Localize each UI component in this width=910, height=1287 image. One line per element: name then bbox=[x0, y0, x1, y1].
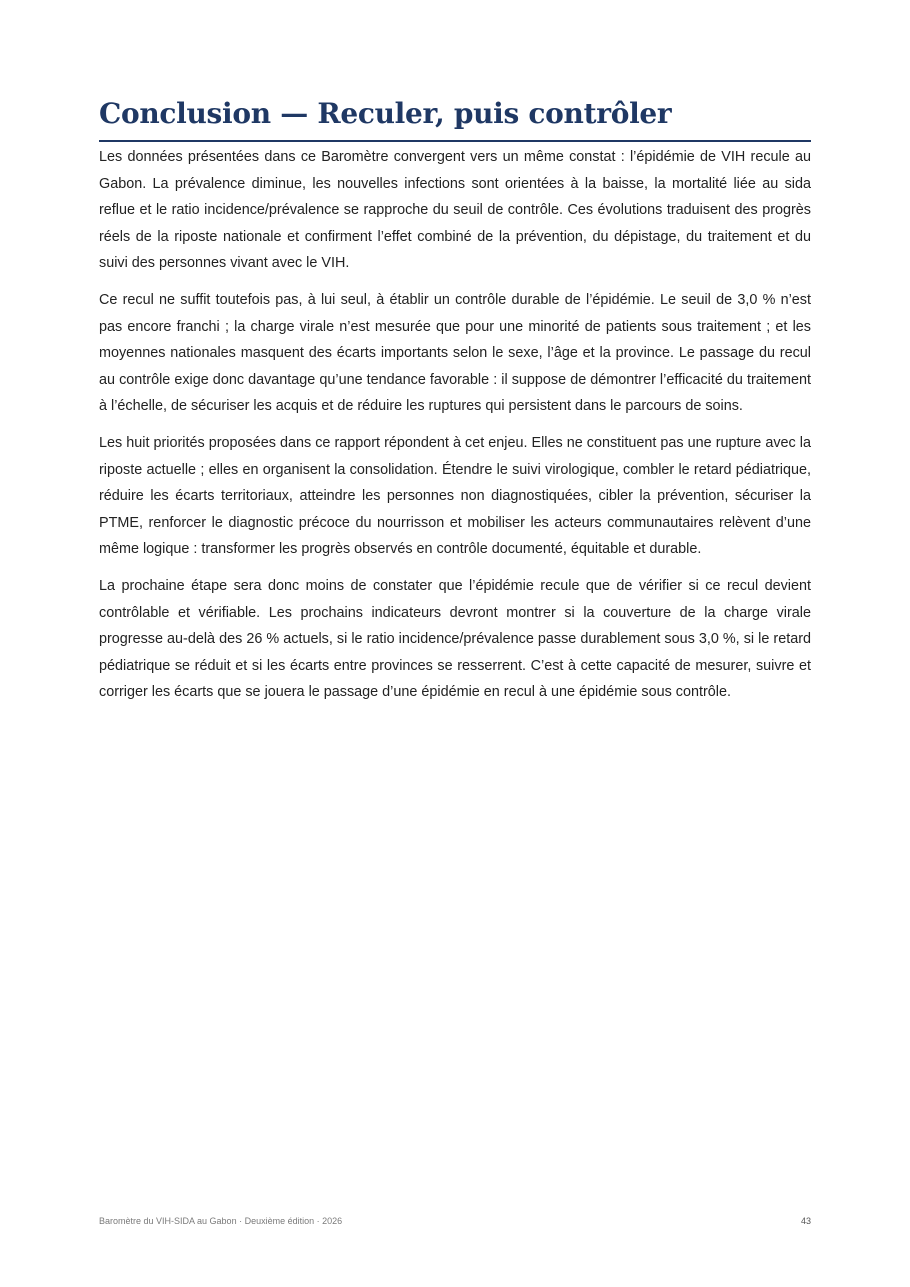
page-number: 43 bbox=[800, 1216, 811, 1226]
page-footer bbox=[99, 1216, 811, 1226]
body-text bbox=[99, 144, 811, 716]
paragraph-4: La prochaine étape sera donc moins de constater que l’épidémie recule que de vérifier si ce recul devient contrôlable et vérifiable. Les prochains indicateurs devront montrer si la couverture de la charge virale progresse au-delà des 26 % actuels, si le ratio incidence/prévalence passe durablement sous 3,0 %, si le retard pédiatrique se réduit et si les écarts entre provinces se resserrent. C’est à cette capacité de mesurer, suivre et corriger les écarts que se jouera le passage d’une épidémie en recul à une épidémie sous contrôle. bbox=[99, 577, 811, 701]
paragraph-1: Les données présentées dans ce Baromètre convergent vers un même constat : l’épidémie de VIH recule au Gabon. La prévalence diminue, les nouvelles infections sont orientées à la baisse, la mortalité liée au sida reflue et le ratio incidence/prévalence se rapproche du seuil de contrôle. Ces évolutions traduisent des progrès réels de la riposte nationale et confirment l’effet combiné de la prévention, du dépistage, du traitement et du suivi des personnes vivant avec le VIH. bbox=[99, 149, 811, 272]
footer-text: Baromètre du VIH-SIDA au Gabon · Deuxième édition · 2026 bbox=[99, 1216, 343, 1226]
paragraph-3: Les huit priorités proposées dans ce rapport répondent à cet enjeu. Elles ne constituent pas une rupture avec la riposte actuelle ; elles en organisent la consolidation. Étendre le suivi virologique, combler le retard pédiatrique, réduire les écarts territoriaux, atteindre les personnes non diagnostiquées, cibler la prévention, sécuriser la PTME, renforcer le diagnostic précoce du nourrisson et mobiliser les acteurs communautaires relèvent d’une même logique : transformer les progrès observés en contrôle documenté, équitable et durable. bbox=[99, 434, 811, 558]
page-title: Conclusion — Reculer, puis contrôler bbox=[99, 92, 811, 142]
paragraph-2: Ce recul ne suffit toutefois pas, à lui seul, à établir un contrôle durable de l’épidémie. Le seuil de 3,0 % n’est pas encore franchi ; la charge virale n’est mesurée que pour une minorité de patients sous traitement ; et les moyennes nationales masquent des écarts importants selon le sexe, l’âge et la province. Le passage du recul au contrôle exige donc davantage qu’une tendance favorable : il suppose de démontrer l’efficacité du traitement à l’échelle, de sécuriser les acquis et de réduire les ruptures qui persistent dans le parcours de soins. bbox=[99, 291, 811, 415]
